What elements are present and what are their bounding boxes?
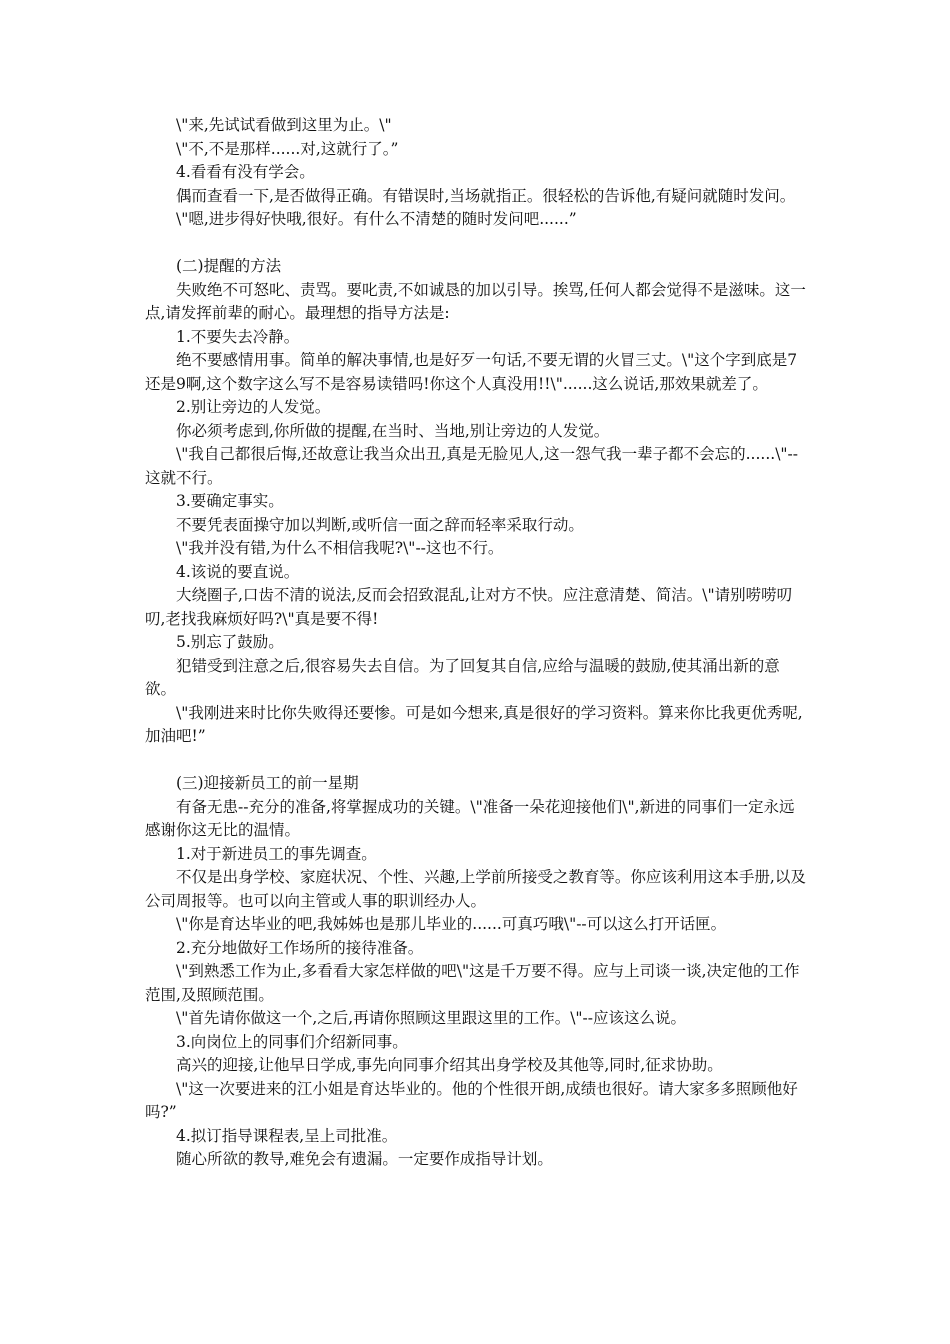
list-item-heading: 1.对于新进员工的事先调查。 <box>176 844 377 863</box>
paragraph: 有备无患--充分的准备,将掌握成功的关键。\"准备一朵花迎接他们\",新进的同事们一定永远感谢你这无比的温情。 <box>145 797 795 839</box>
paragraph: 不要凭表面操守加以判断,或听信一面之辞而轻率采取行动。 <box>176 515 584 534</box>
list-item-heading: 3.向岗位上的同事们介绍新同事。 <box>176 1032 408 1051</box>
paragraph: \"你是育达毕业的吧,我姊姊也是那儿毕业的......可真巧哦\"--可以这么打开话匣。 <box>176 915 727 933</box>
paragraph: 大绕圈子,口齿不清的说法,反而会招致混乱,让对方不快。应注意清楚、简洁。\"请别唠唠叨叨,老找我麻烦好吗?\"真是要不得! <box>145 586 793 628</box>
list-item-heading: 1.不要失去冷静。 <box>176 327 300 346</box>
document-page <box>145 114 810 1172</box>
paragraph: \"我自己都很后悔,还故意让我当众出丑,真是无脸见人,这一怨气我一辈子都不会忘的......\"--这就不行。 <box>145 445 799 487</box>
list-item-heading: 4.该说的要直说。 <box>176 562 300 581</box>
blank-line <box>145 749 810 773</box>
paragraph: \"这一次要进来的江小姐是育达毕业的。他的个性很开朗,成绩也很好。请大家多多照顾他好吗?” <box>145 1079 798 1121</box>
section-heading: (三)迎接新员工的前一星期 <box>176 774 359 792</box>
paragraph: \"我并没有错,为什么不相信我呢?\"--这也不行。 <box>176 539 504 557</box>
paragraph: 犯错受到注意之后,很容易失去自信。为了回复其自信,应给与温暖的鼓励,使其涌出新的意欲。 <box>145 656 780 698</box>
paragraph: 偶而查看一下,是否做得正确。有错误时,当场就指正。很轻松的告诉他,有疑问就随时发问。 <box>176 186 796 205</box>
paragraph: 不仅是出身学校、家庭状况、个性、兴趣,上学前所接受之教育等。你应该利用这本手册,以及公司周报等。也可以向主管或人事的职训经办人。 <box>145 868 806 910</box>
paragraph: \"到熟悉工作为止,多看看大家怎样做的吧\"这是千万要不得。应与上司谈一谈,决定他的工作范围,及照顾范围。 <box>145 962 800 1004</box>
paragraph: 高兴的迎接,让他早日学成,事先向同事介绍其出身学校及其他等,同时,征求协助。 <box>176 1056 723 1074</box>
list-item-heading: 5.别忘了鼓励。 <box>176 633 284 651</box>
paragraph: 绝不要感情用事。简单的解决事情,也是好歹一句话,不要无谓的火冒三丈。\"这个字到底是7还是9啊,这个数字这么写不是容易读错吗!你这个人真没用!!\"......这么说话,那效果就差了。 <box>145 351 798 393</box>
list-item-heading: 3.要确定事实。 <box>176 492 284 510</box>
paragraph: 失败绝不可怒叱、责骂。要叱责,不如诚恳的加以引导。挨骂,任何人都会觉得不是滋味。这一点,请发挥前辈的耐心。最理想的指导方法是: <box>145 280 806 322</box>
list-item-heading: 2.别让旁边的人发觉。 <box>176 398 331 416</box>
blank-line <box>145 232 810 256</box>
section-heading: (二)提醒的方法 <box>176 257 282 275</box>
paragraph: \"嗯,进步得好快哦,很好。有什么不清楚的随时发问吧......” <box>176 210 577 228</box>
paragraph: \"首先请你做这一个,之后,再请你照顾这里跟这里的工作。\"--应该这么说。 <box>176 1009 687 1027</box>
list-item-heading: 2.充分地做好工作场所的接待准备。 <box>176 938 424 957</box>
paragraph: \"不,不是那样......对,这就行了。” <box>176 139 399 158</box>
paragraph: \"来,先试试看做到这里为止。\" <box>176 116 392 134</box>
paragraph: 你必须考虑到,你所做的提醒,在当时、当地,别让旁边的人发觉。 <box>176 421 610 440</box>
paragraph: \"我刚进来时比你失败得还要惨。可是如今想来,真是很好的学习资料。算来你比我更优秀呢,加油吧!” <box>145 703 803 745</box>
paragraph: 随心所欲的教导,难免会有遗漏。一定要作成指导计划。 <box>176 1150 553 1168</box>
list-item-heading: 4.看看有没有学会。 <box>176 163 315 181</box>
list-item-heading: 4.拟订指导课程表,呈上司批准。 <box>176 1126 398 1145</box>
